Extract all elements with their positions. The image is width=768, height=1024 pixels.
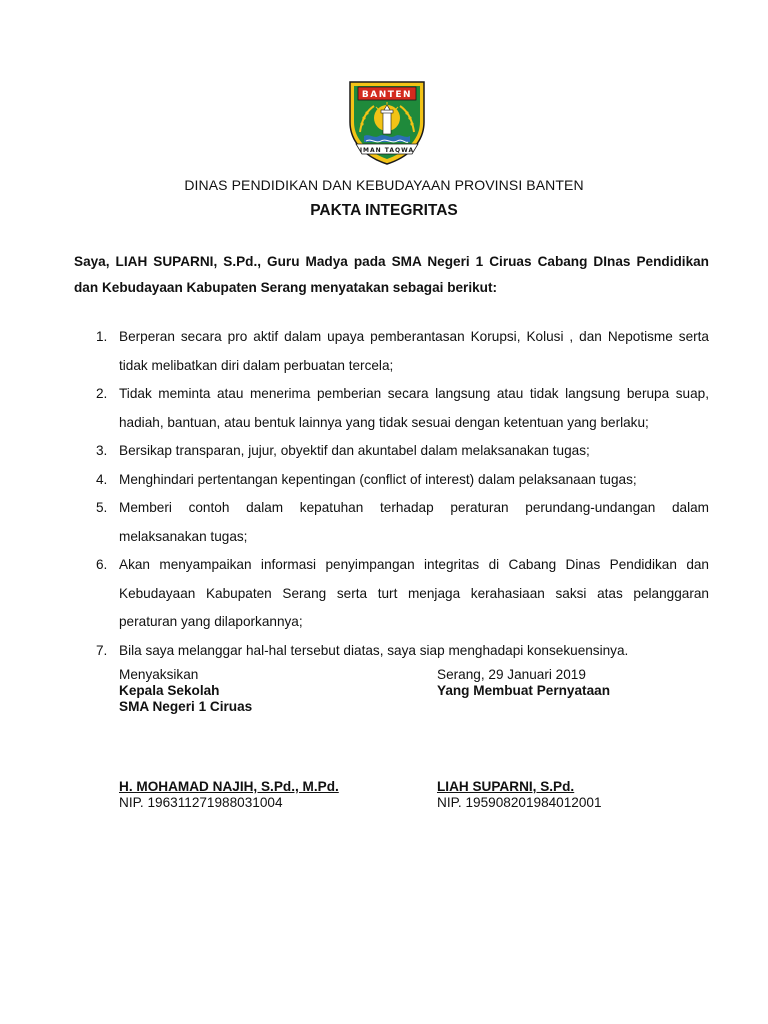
list-text: Bila saya melanggar hal-hal tersebut diatas, saya siap menghadapi konsekuensinya. [119,642,629,658]
witness-name: H. MOHAMAD NAJIH, S.Pd., M.Pd. [119,779,339,794]
list-number: 6. [96,557,108,572]
declarant-signature [437,779,602,811]
intro-statement [74,249,709,301]
list-item [74,551,709,637]
list-item [74,466,709,495]
agency-name: DINAS PENDIDIKAN DAN KEBUDAYAAN PROVINSI BANTEN [184,177,584,193]
list-text: Berperan secara pro aktif dalam upaya pemberantasan Korupsi, Kolusi , dan Nepotisme serta tidak melibatkan diri dalam perbuatan tercela; [119,329,709,373]
list-number: 4. [96,471,108,487]
list-item [74,637,709,666]
list-text: Tidak meminta atau menerima pemberian secara langsung atau tidak langsung berupa suap, hadiah, bantuan, atau bentuk lainnya yang tidak sesuai dengan ketentuan yang berlaku; [119,386,709,430]
declarant-block [437,667,610,699]
witness-role: Kepala Sekolah [119,683,220,698]
intro-line-1: Saya, LIAH SUPARNI, S.Pd., Guru Madya pada SMA Negeri 1 Ciruas Cabang DInas Pendidikan [74,254,709,269]
place-date: Serang, 29 Januari 2019 [437,667,586,682]
list-text: Bersikap transparan, jujur, obyektif dan akuntabel dalam melaksanakan tugas; [119,443,590,458]
intro-line-2: dan Kebudayaan Kabupaten Serang menyatakan sebagai berikut: [74,280,498,295]
pledge-list [74,323,709,665]
emblem-top-text: BANTEN [361,90,413,100]
banten-emblem-icon [346,78,428,166]
list-item [74,380,709,437]
declarant-name: LIAH SUPARNI, S.Pd. [437,779,575,794]
list-item [74,494,709,551]
witness-label: Menyaksikan [119,667,199,682]
document-title: PAKTA INTEGRITAS [310,202,458,219]
list-text: Memberi contoh dalam kepatuhan terhadap peraturan perundang-undangan dalam melaksanakan tugas; [119,500,709,544]
emblem-ribbon-text: IMAN TAQWA [359,147,415,154]
list-text: Akan menyampaikan informasi penyimpangan integritas di Cabang Dinas Pendidikan dan Kebudayaan Kabupaten Serang serta turt menjaga kerahasiaan saksi atas pelanggaran peraturan yang dilaporkannya; [119,557,709,629]
witness-nip: NIP. 196311271988031004 [119,795,283,810]
list-item [74,437,709,466]
witness-school: SMA Negeri 1 Ciruas [119,699,253,714]
list-item [74,323,709,380]
list-number: 3. [96,443,108,458]
list-text: Menghindari pertentangan kepentingan (conflict of interest) dalam pelaksanaan tugas; [119,471,637,487]
list-number: 7. [96,642,108,658]
witness-signature [119,779,339,811]
declarant-role: Yang Membuat Pernyataan [437,683,610,698]
declarant-nip: NIP. 195908201984012001 [437,795,602,810]
list-number: 2. [96,386,108,401]
list-number: 1. [96,329,108,344]
banten-emblem [346,78,428,166]
list-number: 5. [96,500,108,515]
witness-block [119,667,252,715]
